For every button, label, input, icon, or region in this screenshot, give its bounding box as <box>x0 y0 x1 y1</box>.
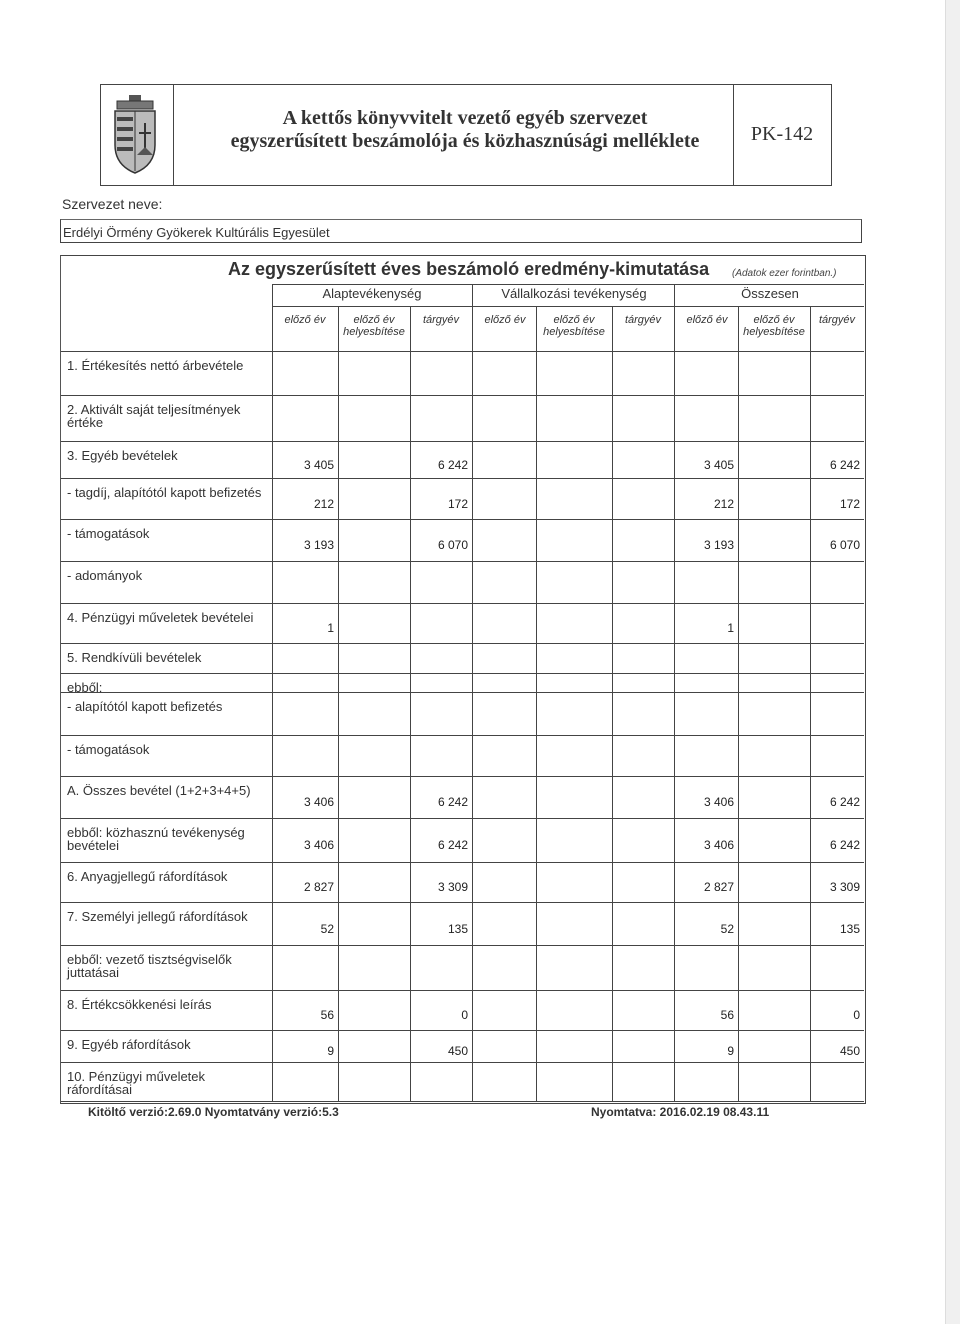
col-header-corr-1 <box>338 314 410 338</box>
grid-line <box>410 306 411 1101</box>
grid-line <box>272 306 864 307</box>
row-label: ebből: <box>67 680 103 695</box>
table-cell-value: 1 <box>727 621 734 635</box>
row-label: - tagdíj, alapítótól kapott befizetés <box>67 485 262 500</box>
table-cell-value: 3 406 <box>303 795 334 809</box>
table-cell-value: 212 <box>313 497 334 511</box>
col-header-corr-line1: előző év <box>553 314 595 326</box>
col-header-curr-2: tárgyév <box>624 314 662 326</box>
grid-line <box>61 561 864 562</box>
grid-line <box>272 284 273 306</box>
col-header-prev-1: előző év <box>284 314 326 326</box>
col-header-curr-3: tárgyév <box>818 314 856 326</box>
grid-line <box>61 902 864 903</box>
grid-line <box>810 306 811 1101</box>
row-label: 7. Személyi jellegű ráfordítások <box>67 909 248 924</box>
grid-line <box>61 673 864 674</box>
table-cell-value: 450 <box>839 1044 860 1058</box>
row-label: 8. Értékcsökkenési leírás <box>67 997 212 1012</box>
group-header-total: Összesen <box>741 286 799 301</box>
table-cell-value: 3 309 <box>437 880 468 894</box>
grid-line <box>338 306 339 1101</box>
table-cell-value: 6 242 <box>437 838 468 852</box>
col-header-corr-line2: helyesbítése <box>743 326 805 338</box>
grid-line <box>61 441 864 442</box>
grid-line <box>61 818 864 819</box>
row-label: - alapítótól kapott befizetés <box>67 699 223 714</box>
table-cell-value: 6 242 <box>829 795 860 809</box>
organization-name-field <box>60 219 862 243</box>
table-cell-value: 3 193 <box>703 538 734 552</box>
organization-label: Szervezet neve: <box>62 196 163 212</box>
table-cell-value: 6 242 <box>829 838 860 852</box>
col-header-corr-line2: helyesbítése <box>343 326 405 338</box>
grid-line <box>61 478 864 479</box>
col-header-corr-line2: helyesbítése <box>543 326 605 338</box>
grid-line <box>472 306 473 1101</box>
table-cell-value: 6 070 <box>437 538 468 552</box>
row-label: 1. Értékesítés nettó árbevétele <box>67 358 244 373</box>
col-header-corr-2 <box>536 314 612 338</box>
grid-line <box>738 306 739 1101</box>
table-cell-value: 450 <box>447 1044 468 1058</box>
row-label: ebből: közhasznú tevékenység bevételei <box>67 825 245 853</box>
print-timestamp: Nyomtatva: 2016.02.19 08.43.11 <box>591 1105 770 1119</box>
grid-line <box>536 306 537 1101</box>
table-cell-value: 0 <box>461 1008 468 1022</box>
grid-line <box>674 284 675 306</box>
row-label: 10. Pénzügyi műveletek ráfordításai <box>67 1069 206 1097</box>
grid-line <box>61 776 864 777</box>
row-label: 4. Pénzügyi műveletek bevételei <box>67 610 254 625</box>
col-header-prev-2: előző év <box>484 314 526 326</box>
table-cell-value: 0 <box>853 1008 860 1022</box>
group-header-basic: Alaptevékenység <box>322 286 422 301</box>
col-header-corr-line1: előző év <box>753 314 795 326</box>
table-cell-value: 56 <box>320 1008 334 1022</box>
table-cell-value: 9 <box>327 1044 334 1058</box>
table-cell-value: 6 242 <box>829 458 860 472</box>
col-header-corr-3 <box>738 314 810 338</box>
col-header-corr-line1: előző év <box>353 314 395 326</box>
table-cell-value: 9 <box>727 1044 734 1058</box>
table-cell-value: 2 827 <box>303 880 334 894</box>
table-cell-value: 3 406 <box>703 838 734 852</box>
table-cell-value: 172 <box>839 497 860 511</box>
grid-line <box>61 735 864 736</box>
grid-line <box>61 1062 864 1063</box>
table-cell-value: 2 827 <box>703 880 734 894</box>
grid-line <box>272 284 864 285</box>
table-cell-value: 52 <box>720 922 734 936</box>
table-cell-value: 56 <box>720 1008 734 1022</box>
table-cell-value: 52 <box>320 922 334 936</box>
row-label: 6. Anyagjellegű ráfordítások <box>67 869 228 884</box>
form-title-line1: A kettős könyvvitelt vezető egyéb szervezet <box>282 107 648 129</box>
row-label: - adományok <box>67 568 143 583</box>
grid-line <box>61 990 864 991</box>
grid-line <box>61 603 864 604</box>
table-cell-value: 3 405 <box>303 458 334 472</box>
form-code: PK-142 <box>750 123 814 145</box>
grid-line <box>61 945 864 946</box>
table-cell-value: 172 <box>447 497 468 511</box>
table-cell-value: 6 242 <box>437 795 468 809</box>
col-header-curr-1: tárgyév <box>422 314 460 326</box>
row-label: 3. Egyéb bevételek <box>67 448 178 463</box>
table-cell-value: 3 406 <box>303 838 334 852</box>
row-label: 2. Aktivált saját teljesítmények értéke <box>67 402 241 430</box>
page-edge <box>945 0 960 1324</box>
grid-line <box>61 351 864 352</box>
grid-line <box>61 643 864 644</box>
grid-line <box>472 284 473 306</box>
table-cell-value: 3 406 <box>703 795 734 809</box>
table-cell-value: 3 309 <box>829 880 860 894</box>
unit-note: (Adatok ezer forintban.) <box>732 268 837 279</box>
hungarian-coat-of-arms-icon <box>107 93 163 175</box>
row-label: ebből: vezető tisztségviselők juttatásai <box>67 952 232 980</box>
organization-name: Erdélyi Örmény Gyökerek Kultúrális Egyesület <box>63 225 330 240</box>
form-title-line2: egyszerűsített beszámolója és közhasznúsági melléklete <box>230 130 700 152</box>
header-divider <box>173 85 174 185</box>
grid-line <box>61 1030 864 1031</box>
grid-line <box>61 519 864 520</box>
table-cell-value: 3 405 <box>703 458 734 472</box>
row-label: A. Összes bevétel (1+2+3+4+5) <box>67 783 251 798</box>
table-cell-value: 135 <box>839 922 860 936</box>
version-info: Kitöltő verzió:2.69.0 Nyomtatvány verzió:5.3 <box>88 1105 339 1119</box>
group-header-business: Vállalkozási tevékenység <box>501 286 647 301</box>
row-label: - támogatások <box>67 526 150 541</box>
grid-line <box>612 306 613 1101</box>
grid-line <box>674 306 675 1101</box>
row-label: 5. Rendkívüli bevételek <box>67 650 202 665</box>
row-label: 9. Egyéb ráfordítások <box>67 1037 191 1052</box>
table-cell-value: 212 <box>713 497 734 511</box>
row-label: - támogatások <box>67 742 150 757</box>
grid-line <box>61 1101 864 1102</box>
col-header-prev-3: előző év <box>686 314 728 326</box>
table-title: Az egyszerűsített éves beszámoló eredmény-kimutatása <box>228 259 710 279</box>
grid-line <box>61 395 864 396</box>
table-cell-value: 1 <box>327 621 334 635</box>
table-cell-value: 3 193 <box>303 538 334 552</box>
table-cell-value: 135 <box>447 922 468 936</box>
form-title <box>185 107 745 153</box>
grid-line <box>272 306 273 1101</box>
table-cell-value: 6 070 <box>829 538 860 552</box>
grid-line <box>61 862 864 863</box>
table-cell-value: 6 242 <box>437 458 468 472</box>
form-header <box>100 84 832 186</box>
